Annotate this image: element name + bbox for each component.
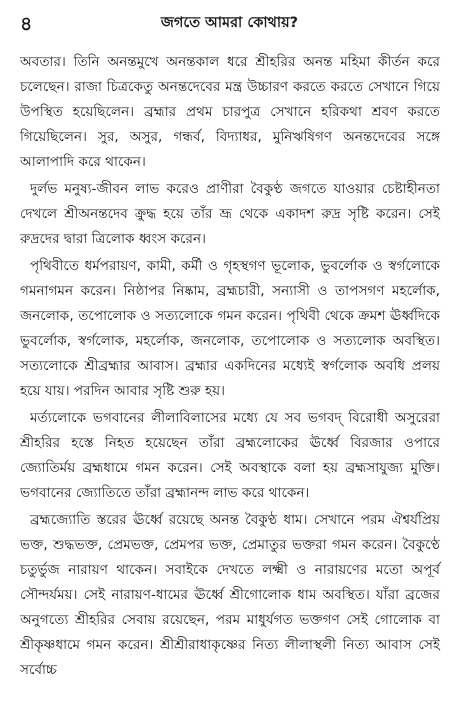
body-text	[20, 50, 440, 685]
paragraph-5: ব্রহ্মজ্যোতি স্তরের ঊর্ধ্বে রয়েছে অনন্ত বৈকুণ্ঠ ধাম। সেখানে পরম ঐশ্বর্যপ্রিয় ভক্ত, শুদ্ধভক্ত, প্রেমভক্ত, প্রেমপর ভক্ত, প্রেমাতুর ভক্তরা গমন করেন। বৈকুণ্ঠে চতুর্ভুজ নারায়ণ থাকেন। সবাইকে দেখতে লক্ষ্মী ও নারায়ণের মতো অপূর্ব সৌন্দর্যময়। সেই নারায়ণ-ধামের ঊর্ধ্বে শ্রীগোলোক ধাম অবস্থিত। যাঁরা ব্রজের অনুগত্যে শ্রীহরির সেবায় রয়েছেন, পরম মাধুর্যগত ভক্তগণ সেই গোলোক বা শ্রীকৃষ্ণধামে গমন করেন। শ্রীশ্রীরাধাকৃষ্ণের নিত্য লীলাস্থলী নিত্য আবাস সেই সর্বোচ্চ	[20, 512, 440, 678]
page-number: ৪	[20, 13, 33, 35]
paragraph-3: পৃথিবীতে ধর্মপরায়ণ, কামী, কর্মী ও গৃহস্থগণ ভূলোক, ভুবর্লোক ও স্বর্গলোকে গমনাগমন করেন। নিষ্ঠাপর নিষ্কাম, ব্রহ্মচারী, সন্যাসী ও তাপসগণ মহর্লোক, জনলোক, তপোলোক ও সত্যলোকে গমন করেন। পৃথিবী থেকে ক্রমশ ঊর্ধ্বদিকে ভুবর্লোক, স্বর্গলোক, মহর্লোক, জনলোক, তপোলোক ও সত্যলোক অবস্থিত। সত্যলোকে শ্রীব্রহ্মার আবাস। ব্রহ্মার একদিনের মধ্যেই স্বর্গলোক অবধি প্রলয় হয়ে যায়। পরদিন আবার সৃষ্টি শুরু হয়।	[20, 258, 440, 399]
running-title: জগতে আমরা কোথায়?	[160, 15, 299, 31]
page-header	[20, 6, 439, 40]
paragraph-2: দুর্লভ মনুষ্য-জীবন লাভ করেও প্রাণীরা বৈকুণ্ঠ জগতে যাওয়ার চেষ্টাহীনতা দেখলে শ্রীঅনন্তদেব ক্রুদ্ধ হয়ে তাঁর ভ্রূ থেকে একাদশ রুদ্র সৃষ্টি করেন। সেই রুদ্রদের দ্বারা ত্রিলোক ধ্বংস করেন।	[20, 181, 440, 247]
paragraph-4: মর্ত্যলোকে ভগবানের লীলাবিলাসের মধ্যে যে সব ভগবদ্ বিরোধী অসুরেরা শ্রীহরির হস্তে নিহত হয়েছেন তাঁরা ব্রহ্মলোকের ঊর্ধ্বে বিরজার ওপারে জ্যোতির্ময় ব্রহ্মধামে গমন করেন। সেই অবস্থাকে বলা হয় ব্রহ্মসাযুজ্য মুক্তি। ভগবানের জ্যোতিতে তাঁরা ব্রহ্মানন্দ লাভ করে থাকেন।	[20, 410, 440, 501]
paragraph-1: অবতার। তিনি অনন্তমুখে অনন্তকাল ধরে শ্রীহরির অনন্ত মহিমা কীর্তন করে চলেছেন। রাজা চিত্রকেতু অনন্তদেবের মন্ত্র উচ্চারণ করতে করতে সেখানে গিয়ে উপস্থিত হয়েছিলেন। ব্রহ্মার প্রথম চারপুত্র সেখানে হরিকথা শ্রবণ করতে গিয়েছিলেন। সুর, অসুর, গন্ধর্ব, বিদ্যাধর, মুনিঋষিগণ অনন্তদেবের সঙ্গে আলাপাদি করে থাকেন।	[20, 54, 440, 170]
